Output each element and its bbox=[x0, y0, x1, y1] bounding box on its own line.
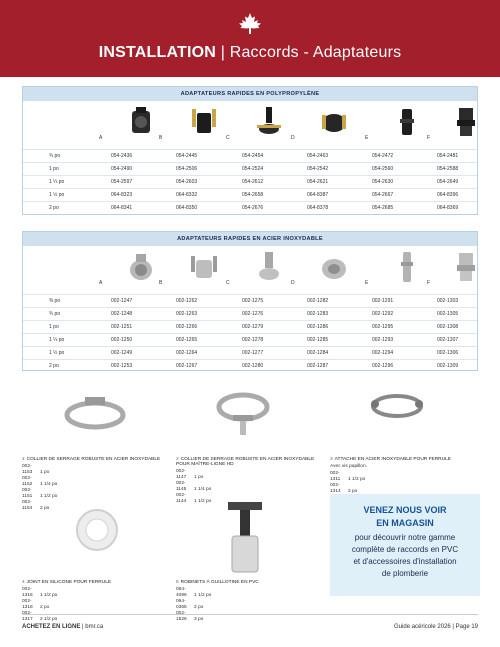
steel-table-row bbox=[23, 294, 477, 307]
poly-adapter-d-image bbox=[319, 105, 349, 139]
poly-letter-f: F bbox=[427, 135, 431, 141]
product-code-cell: 002-1263 bbox=[176, 311, 198, 317]
product-code-cell: 002-1277 bbox=[242, 350, 264, 356]
product-code-cell: 002-1249 bbox=[111, 350, 133, 356]
accessory-4: 4 JOINT EN SILICONE POUR FERRULE 002-1316 1 1/2 po 002-1318 2 po 1317 2 1/2 po bbox=[22, 580, 112, 622]
page-title: INSTALLATION | Raccords - Adaptateurs bbox=[98, 44, 402, 61]
steel-letter-e: E bbox=[365, 280, 369, 286]
clamp-2-image bbox=[208, 385, 278, 437]
product-code-cell: 054-2436 bbox=[111, 153, 133, 159]
poly-adapter-e-image bbox=[392, 105, 422, 139]
promo-line-3: et d'accessoires d'installation bbox=[353, 557, 457, 566]
silicone-gasket-image bbox=[72, 505, 122, 555]
product-code-cell: 054-2612 bbox=[242, 179, 264, 185]
product-code-cell: 002-1251 bbox=[111, 324, 133, 330]
product-code-cell: 002-1250 bbox=[111, 337, 133, 343]
size-label: 1 ½ po bbox=[49, 192, 65, 198]
steel-adapter-d-image bbox=[319, 250, 349, 284]
product-code-cell: 002-1305 bbox=[437, 311, 459, 317]
product-code-cell: 064-8387 bbox=[307, 192, 329, 198]
size-label: 1 po bbox=[49, 324, 59, 330]
product-code-cell: 054-2676 bbox=[242, 205, 264, 211]
product-code-cell: 002-1287 bbox=[307, 363, 329, 369]
poly-letter-c: C bbox=[226, 135, 230, 141]
store-promo-box bbox=[330, 494, 480, 596]
product-code-cell: 054-2597 bbox=[111, 179, 133, 185]
product-code-cell: 064-8378 bbox=[307, 205, 329, 211]
poly-letter-e: E bbox=[365, 135, 369, 141]
product-code-cell: 002-1295 bbox=[372, 324, 394, 330]
product-code-cell: 064-8350 bbox=[176, 205, 198, 211]
promo-line-2: complète de raccords en PVC bbox=[351, 545, 459, 554]
steel-table-row bbox=[23, 320, 477, 333]
product-code-cell: 002-1284 bbox=[307, 350, 329, 356]
size-label: ¾ po bbox=[49, 311, 61, 317]
product-code-cell: 002-1276 bbox=[242, 311, 264, 317]
accessory-1: 1 COLLIER DE SERRAGE ROBUSTE EN ACIER INOXYDABLE 002-1153 1 po 002-1152 1 1/4 po 002-1151 1 1/2 po 002-1154 2 po bbox=[22, 457, 161, 511]
product-code-cell: 054-2630 bbox=[372, 179, 394, 185]
product-code-cell: 002-1285 bbox=[307, 337, 329, 343]
steel-letter-a: A bbox=[99, 280, 103, 286]
steel-adapter-b-image bbox=[189, 250, 219, 284]
promo-line-4: de plomberie bbox=[381, 569, 429, 578]
product-code-cell: 054-2658 bbox=[242, 192, 264, 198]
size-label: 2 po bbox=[49, 363, 59, 369]
product-code-cell: 002-1265 bbox=[176, 337, 198, 343]
product-code-cell: 054-2603 bbox=[176, 179, 198, 185]
steel-table-title: ADAPTATEURS RAPIDES EN ACIER INOXYDABLE bbox=[23, 232, 477, 246]
product-code-cell: 064-8323 bbox=[111, 192, 133, 198]
size-label: 1 ½ po bbox=[49, 350, 65, 356]
steel-letter-f: F bbox=[427, 280, 431, 286]
size-label: 1 po bbox=[49, 166, 59, 172]
product-code-cell: 054-2454 bbox=[242, 153, 264, 159]
steel-adapter-a-image bbox=[126, 250, 156, 284]
poly-letter-d: D bbox=[291, 135, 295, 141]
product-code-cell: 002-1306 bbox=[437, 350, 459, 356]
product-code-cell: 002-1262 bbox=[176, 298, 198, 304]
poly-table-row bbox=[23, 188, 477, 201]
product-code-cell: 002-1308 bbox=[437, 324, 459, 330]
steel-image-row bbox=[23, 246, 477, 294]
poly-table-row bbox=[23, 149, 477, 162]
product-code-cell: 002-1291 bbox=[372, 298, 394, 304]
steel-table-row bbox=[23, 359, 477, 372]
poly-table-title: ADAPTATEURS RAPIDES EN POLYPROPYLÈNE bbox=[23, 87, 477, 101]
size-label: ⅜ po bbox=[49, 298, 61, 304]
product-code-cell: 002-1266 bbox=[176, 324, 198, 330]
steel-letter-b: B bbox=[159, 280, 163, 286]
product-code-cell: 002-1286 bbox=[307, 324, 329, 330]
clamp-1-image bbox=[60, 393, 130, 433]
footer-left[interactable]: ACHETEZ EN LIGNE | bmr.ca bbox=[22, 624, 104, 630]
product-code-cell: 002-1307 bbox=[437, 337, 459, 343]
promo-line-1: pour découvrir notre gamme bbox=[354, 533, 456, 542]
product-code-cell: 002-1253 bbox=[111, 363, 133, 369]
poly-adapter-f-image bbox=[451, 105, 481, 139]
product-code-cell: 064-8332 bbox=[176, 192, 198, 198]
product-code-cell: 002-1282 bbox=[307, 298, 329, 304]
product-code-cell: 054-2463 bbox=[307, 153, 329, 159]
steel-table-row bbox=[23, 307, 477, 320]
header-banner bbox=[0, 0, 500, 77]
poly-letter-a: A bbox=[99, 135, 103, 141]
steel-letter-d: D bbox=[291, 280, 295, 286]
accessory-5: 5 ROBINETS À GUILLOTINE EN PVC 064-4086 1 1/2 po 064-0365 2 po 1526 3 po bbox=[176, 580, 259, 622]
product-code-cell: 054-2490 bbox=[111, 166, 133, 172]
maple-leaf-icon bbox=[237, 12, 263, 38]
steel-adapter-f-image bbox=[451, 250, 481, 284]
poly-table-row bbox=[23, 201, 477, 214]
product-code-cell: 002-1264 bbox=[176, 350, 198, 356]
guillotine-valve-image bbox=[222, 500, 268, 576]
product-code-cell: 054-2667 bbox=[372, 192, 394, 198]
product-code-cell: 002-1293 bbox=[372, 337, 394, 343]
product-code-cell: 054-2542 bbox=[307, 166, 329, 172]
product-code-cell: 002-1283 bbox=[307, 311, 329, 317]
footer-divider bbox=[22, 614, 478, 615]
product-code-cell: 054-2506 bbox=[176, 166, 198, 172]
steel-adapter-e-image bbox=[392, 250, 422, 284]
size-label: 1 ¼ po bbox=[49, 179, 65, 185]
steel-letter-c: C bbox=[226, 280, 230, 286]
product-code-cell: 064-8341 bbox=[111, 205, 133, 211]
product-code-cell: 002-1309 bbox=[437, 363, 459, 369]
steel-adapter-c-image bbox=[254, 250, 284, 284]
size-label: 1 ¼ po bbox=[49, 337, 65, 343]
poly-table-row bbox=[23, 175, 477, 188]
poly-table-row bbox=[23, 162, 477, 175]
product-code-cell: 054-2685 bbox=[372, 205, 394, 211]
poly-adapters-table bbox=[22, 86, 478, 215]
product-code-cell: 002-1267 bbox=[176, 363, 198, 369]
promo-headline-2: EN MAGASIN bbox=[376, 518, 434, 528]
promo-headline-1: VENEZ NOUS VOIR bbox=[363, 505, 447, 515]
steel-adapters-table bbox=[22, 231, 478, 371]
product-code-cell: 054-2524 bbox=[242, 166, 264, 172]
product-code-cell: 002-1292 bbox=[372, 311, 394, 317]
product-code-cell: 002-1278 bbox=[242, 337, 264, 343]
product-code-cell: 054-2560 bbox=[372, 166, 394, 172]
product-code-cell: 064-8369 bbox=[437, 205, 459, 211]
footer-page-info: Guide acéricole 2026 | Page 19 bbox=[394, 624, 478, 630]
steel-table-row bbox=[23, 333, 477, 346]
product-code-cell: 002-1303 bbox=[437, 298, 459, 304]
product-code-cell: 002-1247 bbox=[111, 298, 133, 304]
poly-adapter-c-image bbox=[254, 105, 284, 139]
accessory-3: 3 ATTACHE EN ACIER INOXYDABLE POUR FERRULE Avec vis papillon. 002-1311 1 1/2 po 002-1314 2 po bbox=[330, 457, 451, 494]
product-code-cell: 054-2481 bbox=[437, 153, 459, 159]
product-code-cell: 054-2621 bbox=[307, 179, 329, 185]
poly-letter-b: B bbox=[159, 135, 163, 141]
product-code-cell: 002-1296 bbox=[372, 363, 394, 369]
poly-adapter-a-image bbox=[126, 105, 156, 139]
product-code-cell: 002-1248 bbox=[111, 311, 133, 317]
poly-image-row bbox=[23, 101, 477, 149]
product-code-cell: 054-2472 bbox=[372, 153, 394, 159]
product-code-cell: 002-1294 bbox=[372, 350, 394, 356]
product-code-cell: 054-2649 bbox=[437, 179, 459, 185]
product-code-cell: 002-1275 bbox=[242, 298, 264, 304]
size-label: ¾ po bbox=[49, 153, 61, 159]
poly-adapter-b-image bbox=[189, 105, 219, 139]
ferrule-clamp-image bbox=[362, 388, 432, 428]
product-code-cell: 002-1279 bbox=[242, 324, 264, 330]
product-code-cell: 054-2588 bbox=[437, 166, 459, 172]
steel-table-row bbox=[23, 346, 477, 359]
size-label: 2 po bbox=[49, 205, 59, 211]
product-code-cell: 064-8396 bbox=[437, 192, 459, 198]
product-code-cell: 002-1280 bbox=[242, 363, 264, 369]
product-code-cell: 054-2445 bbox=[176, 153, 198, 159]
accessory-2: 2 COLLIER DE SERRAGE ROBUSTE EN ACIER INOXYDABLE POUR MAÎTRE-LIGNE HD 002-1147 1 po 002-1145 1 1/4 po 002-1144 1 1/2 po bbox=[176, 457, 315, 504]
